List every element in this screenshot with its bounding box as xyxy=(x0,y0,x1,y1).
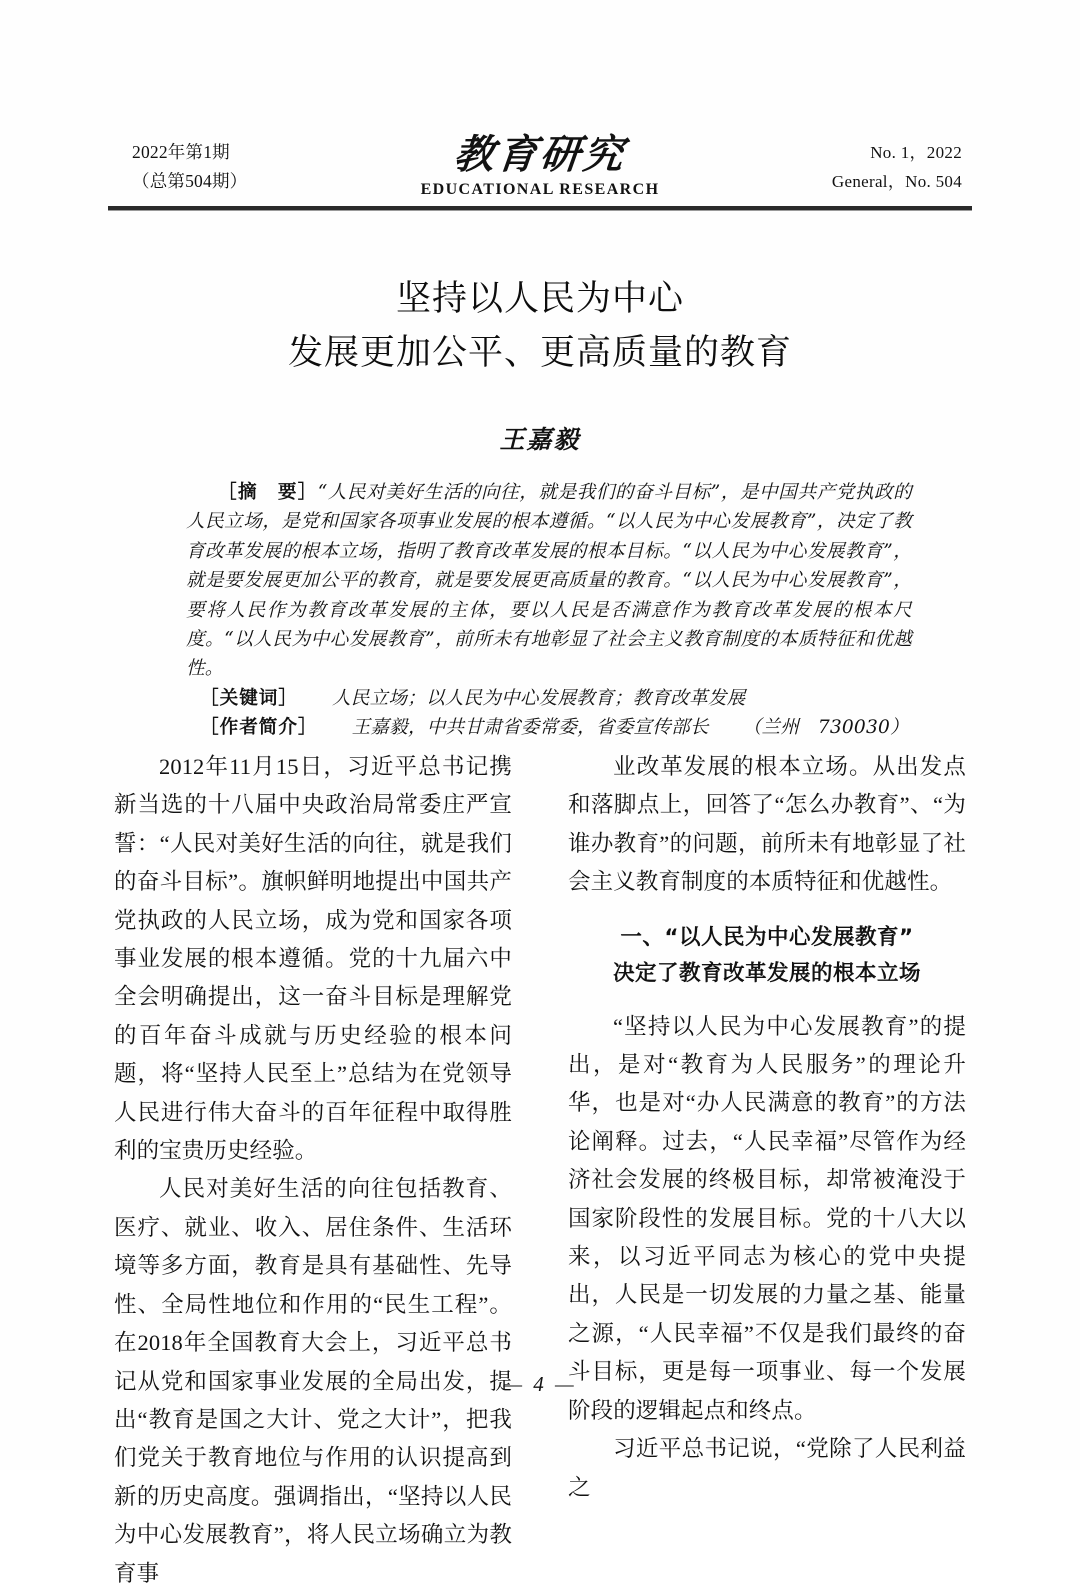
author-affiliation: （兰州 730030） xyxy=(742,717,909,739)
page-title-line-2: 发展更加公平、更高质量的教育 xyxy=(287,333,792,373)
page-number-folio: — 4 — xyxy=(503,1372,577,1396)
journal-title-chinese: 教育研究 xyxy=(451,131,629,178)
issue-year-number: 2022年第1期 xyxy=(132,142,230,162)
body-paragraph: 2012年11月15日，习近平总书记携新当选的十八届中央政治局常委庄严宣誓：“人民对美好生活的向往，就是我们的奋斗目标”。旗帜鲜明地提出中国共产党执政的人民立场，成为党和国家各项事业发展的根本遵循。党的十九届六中全会明确提出，这一奋斗目标是理解党的百年奋斗成就与历史经验的根本问题，将“坚持人民至上”总结为在党领导人民进行伟大奋斗的百年征程中取得胜利的宝贵历史经验。 xyxy=(114,754,512,1164)
article-title-block xyxy=(108,272,972,456)
abstract-text: “人民对美好生活的向往，就是我们的奋斗目标”，是中国共产党执政的人民立场，是党和国家各项事业发展的根本遵循。“以人民为中心发展教育”，决定了教育改革发展的根本立场，指明了教育改革发展的根本目标。“以人民为中心发展教育”，就是要发展更加公平的教育，就是要发展更高质量的教育。“以人民为中心发展教育”，要将人民作为教育改革发展的主体，要以人民是否满意作为教育改革发展的根本尺度。“以人民为中心发展教育”，前所未有地彰显了社会主义教育制度的本质特征和优越性。 xyxy=(186,482,912,680)
section-heading-line-1: 一、“以人民为中心发展教育” xyxy=(620,924,914,950)
keywords-line xyxy=(186,684,912,713)
abstract-block xyxy=(186,478,912,743)
body-paragraph: 习近平总书记说，“党除了人民利益之 xyxy=(568,1436,966,1500)
page-title-line-1: 坚持以人民为中心 xyxy=(395,279,684,319)
author-bio-line xyxy=(186,713,912,742)
header-divider-rule xyxy=(108,206,972,211)
issue-number-english: No. 1，2022 xyxy=(870,143,962,162)
page-masthead xyxy=(108,131,972,204)
body-columns xyxy=(108,748,972,1586)
journal-title-english: EDUCATIONAL RESEARCH xyxy=(420,181,660,198)
issue-general-english: General，No. 504 xyxy=(831,172,962,191)
section-heading xyxy=(568,920,966,992)
section-heading-line-2: 决定了教育改革发展的根本立场 xyxy=(612,960,921,986)
issue-serial-number: （总第504期） xyxy=(132,171,248,191)
abstract-paragraph xyxy=(186,478,912,684)
author-bio-label: ［作者简介］ xyxy=(200,717,318,739)
body-paragraph: “坚持以人民为中心发展教育”的提出，是对“教育为人民服务”的理论升华，也是对“办人民满意的教育”的方法论阐释。过去，“人民幸福”尽管作为经济社会发展的终极目标，却常被淹没于国家阶段性的发展目标。党的十八大以来，以习近平同志为核心的党中央提出，人民是一切发展的力量之基、能量之源，“人民幸福”不仅是我们最终的奋斗目标，更是每一项事业、每一个发展阶段的逻辑起点和终点。 xyxy=(568,1013,966,1423)
body-paragraph: 人民对美好生活的向往包括教育、医疗、就业、收入、居住条件、生活环境等多方面，教育是具有基础性、先导性、全局性地位和作用的“民生工程”。在2018年全国教育大会上，习近平总书记从党和国家事业发展的全局出发，提出“教育是国之大计、党之大计”，把我们党关于教育地位与作用的认识提高到新的历史高度。强调指出，“坚持以人民为中心发展教育”，将人民立场确立为教育事 xyxy=(114,1176,512,1586)
abstract-label: ［摘 要］ xyxy=(218,482,318,503)
body-column-left xyxy=(114,748,512,1593)
article-author: 王嘉毅 xyxy=(499,425,581,454)
issue-info-english xyxy=(832,138,962,196)
keywords-text: 人民立场；以人民为中心发展教育；教育改革发展 xyxy=(331,687,746,709)
keywords-label: ［关键词］ xyxy=(200,687,298,709)
body-paragraph-continuation: 业改革发展的根本立场。从出发点和落脚点上，回答了“怎么办教育”、“为谁办教育”的问题，前所未有地彰显了社会主义教育制度的本质特征和优越性。 xyxy=(568,754,966,895)
author-bio-text: 王嘉毅，中共甘肃省委常委，省委宣传部长 xyxy=(351,717,709,739)
